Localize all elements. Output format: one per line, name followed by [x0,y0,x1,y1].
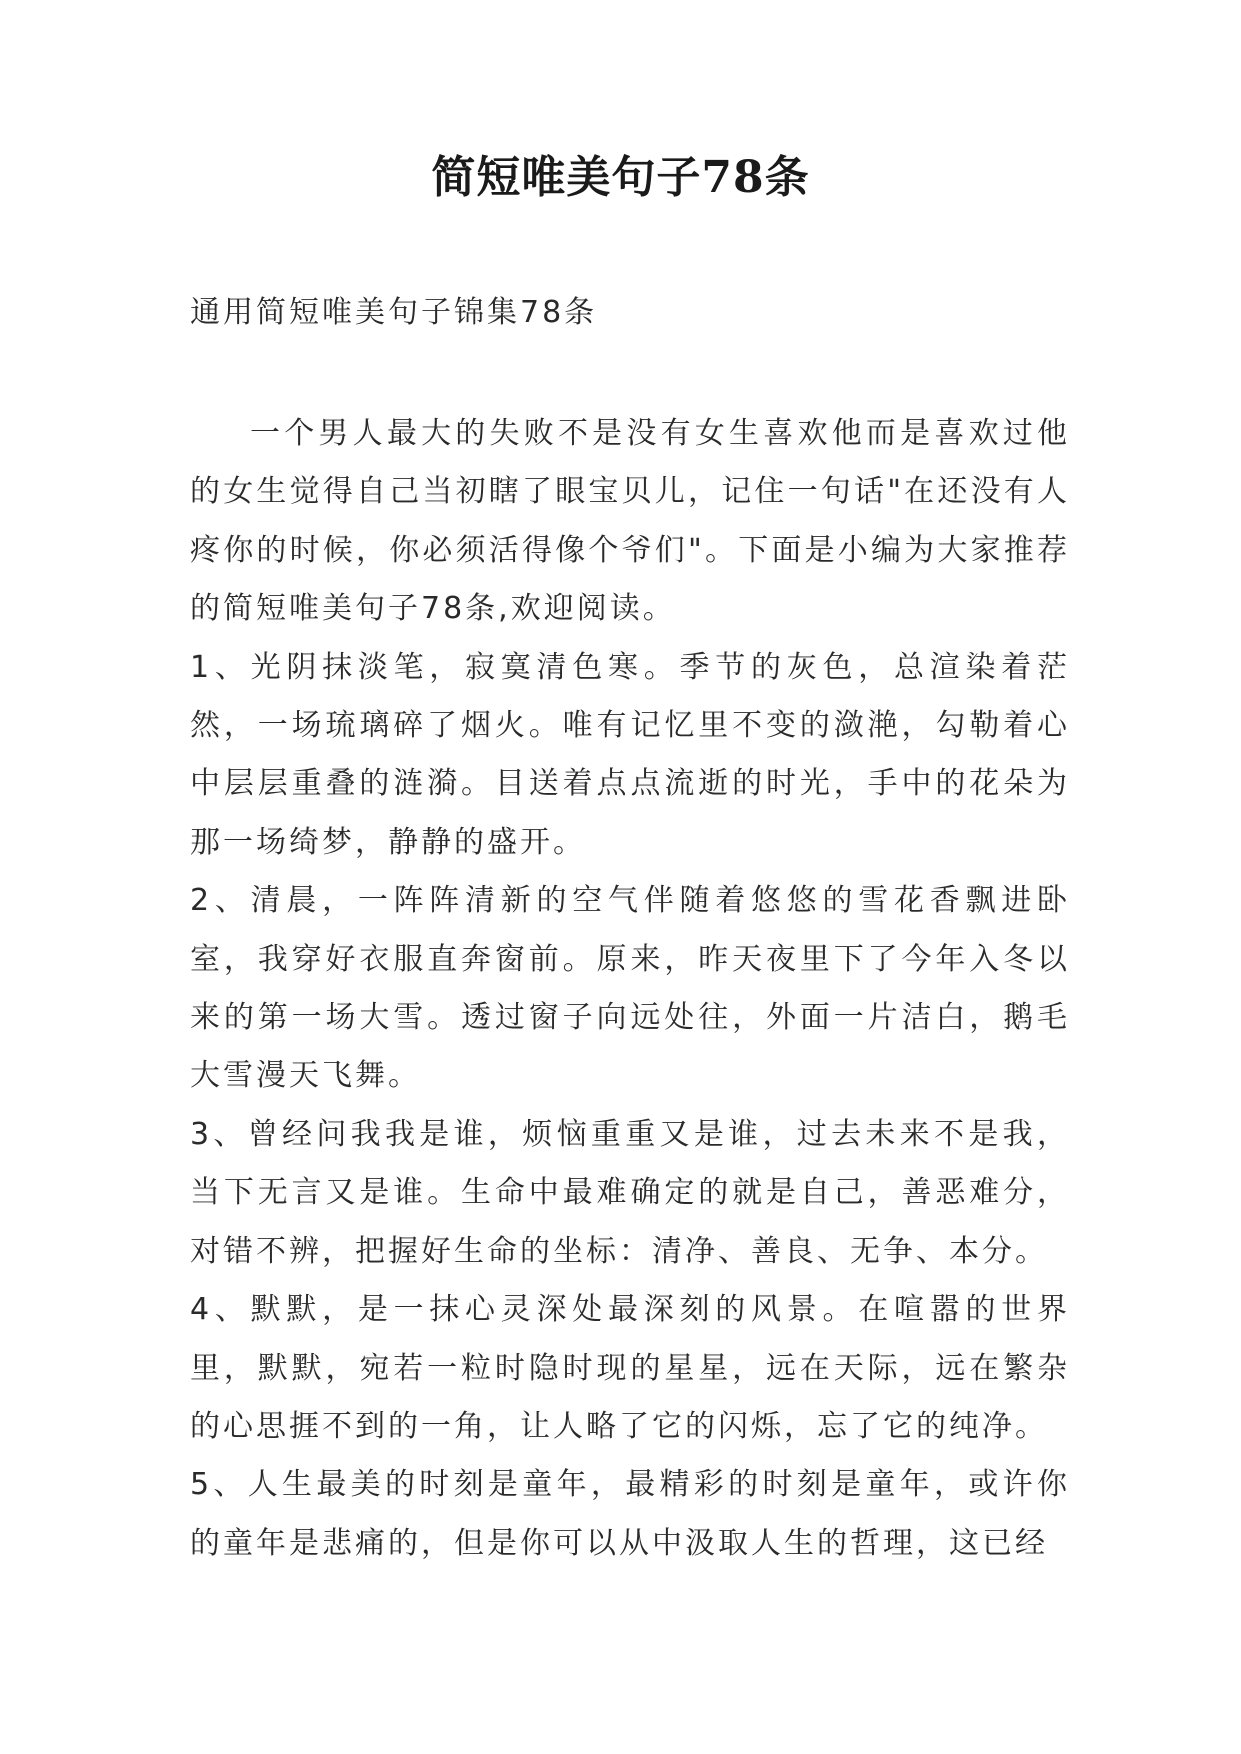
sentence-item-1: 1、光阴抹淡笔，寂寞清色寒。季节的灰色，总渲染着茫然，一场琉璃碎了烟火。唯有记忆里不变的潋滟，勾勒着心中层层重叠的涟漪。目送着点点流逝的时光，手中的花朵为那一场绮梦，静静的盛开。 [190,649,1070,860]
intro-paragraph: 一个男人最大的失败不是没有女生喜欢他而是喜欢过他的女生觉得自己当初瞎了眼宝贝儿，记住一句话"在还没有人疼你的时候，你必须活得像个爷们"。下面是小编为大家推荐的简短唯美句子78条,欢迎阅读。 [190,416,1070,627]
sentence-item-5: 5、人生最美的时刻是童年，最精彩的时刻是童年，或许你的童年是悲痛的，但是你可以从中汲取人生的哲理，这已经 [190,1467,1070,1561]
document-title: 简短唯美句子78条 [431,152,810,203]
sentence-item-2: 2、清晨，一阵阵清新的空气伴随着悠悠的雪花香飘进卧室，我穿好衣服直奔窗前。原来，昨天夜里下了今年入冬以来的第一场大雪。透过窗子向远处往，外面一片洁白，鹅毛大雪漫天飞舞。 [190,883,1070,1094]
document-body [190,405,1070,1573]
sentence-item-4: 4、默默，是一抹心灵深处最深刻的风景。在喧嚣的世界里，默默，宛若一粒时隐时现的星星，远在天际，远在繁杂的心思捱不到的一角，让人略了它的闪烁，忘了它的纯净。 [190,1292,1070,1444]
document-subtitle: 通用简短唯美句子锦集78条 [190,295,598,330]
sentence-item-3: 3、曾经问我我是谁，烦恼重重又是谁，过去未来不是我，当下无言又是谁。生命中最难确定的就是自己，善恶难分，对错不辨，把握好生命的坐标：清净、善良、无争、本分。 [190,1116,1070,1269]
